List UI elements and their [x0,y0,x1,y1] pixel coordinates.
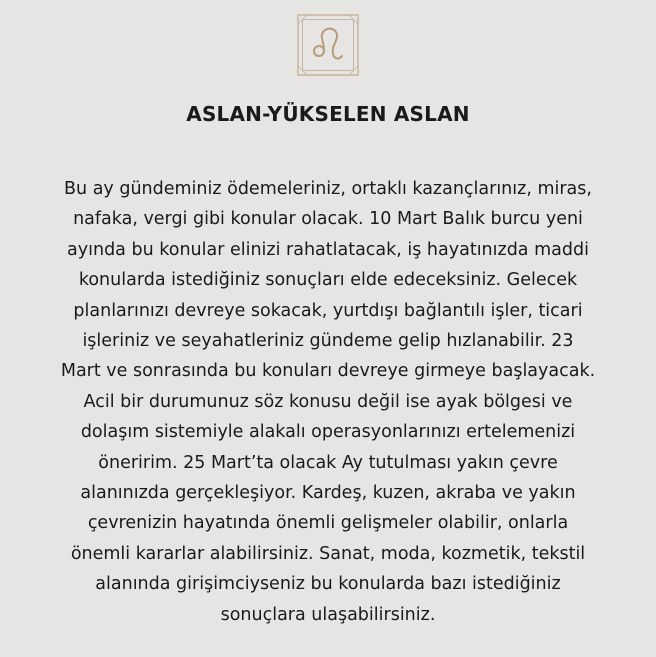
text-line: konularda istediğiniz sonuçları elde edeceksiniz. Gelecek [78,270,578,291]
text-line: Mart ve sonrasında bu konuları devreye girmeye başlayacak. [60,361,596,382]
leo-zodiac-icon [297,14,359,76]
text-line: çevrenizin hayatında önemli gelişmeler olabilir, onlarla [87,513,569,534]
text-line: işleriniz ve seyahatleriniz gündeme gelip hızlanabilir. 23 [82,331,574,352]
horoscope-text [6,174,650,630]
text-line: ayında bu konular elinizi rahatlatacak, iş hayatınızda maddi [67,239,589,260]
text-line: alanında girişimciyseniz bu konularda bazı istediğiniz [95,574,561,595]
text-line: Bu ay gündeminiz ödemeleriniz, ortaklı kazançlarınız, miras, [64,179,592,199]
text-line: öneririm. 25 Mart’ta olacak Ay tutulması yakın çevre [98,452,558,473]
text-line: nafaka, vergi gibi konular olacak. 10 Mart Balık burcu yeni [73,209,583,230]
text-line: dolaşım sistemiyle alakalı operasyonlarınızı ertelemenizi [80,422,576,443]
text-line: alanınızda gerçekleşiyor. Kardeş, kuzen, akraba ve yakın [80,483,576,504]
text-line: planlarınızı devreye sokacak, yurtdışı bağlantılı işler, ticari [73,300,583,321]
text-line: Acil bir durumunuz söz konusu değil ise ayak bölgesi ve [83,391,573,412]
text-line: sonuçlara ulaşabilirsiniz. [220,604,436,625]
text-line: önemli kararlar alabilirsiniz. Sanat, moda, kozmetik, tekstil [70,543,586,564]
page-title: ASLAN-YÜKSELEN ASLAN [186,102,470,126]
